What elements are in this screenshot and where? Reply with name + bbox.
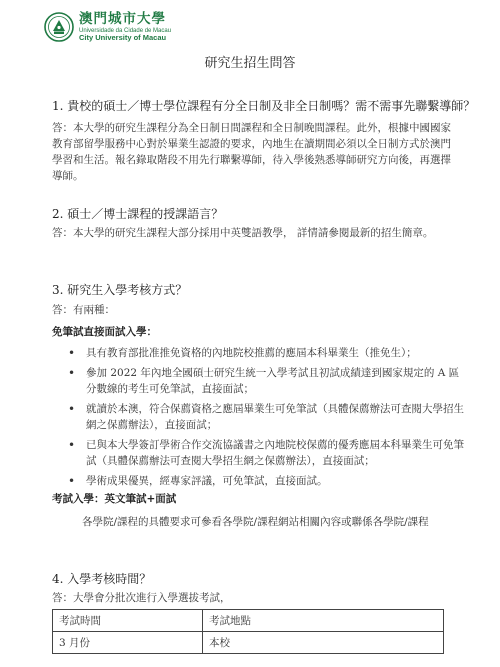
question-2: 2. 碩士／博士課程的授課語言？ — [52, 207, 224, 221]
list-item: • 就讀於本澳，符合保薦資格之應屆畢業生可免筆試（具體保薦辦法可查閱大學招生網之保薦辦法），直接面試； — [68, 401, 468, 433]
question-1: 1. 貴校的碩士／博士學位課程有分全日制及非全日制嗎？需不需事先聯繫導師？ — [52, 99, 476, 113]
university-seal-icon — [44, 12, 74, 42]
document-title: 研究生招生問答 — [204, 56, 296, 71]
method-1-list — [68, 345, 468, 493]
table-cell: 本校 — [203, 632, 444, 654]
list-item: • 具有教育部批准推免資格的內地院校推薦的應屆本科畢業生（推免生）； — [68, 345, 468, 361]
table-header-cell: 考試地點 — [203, 610, 444, 632]
answer-3: 答：有兩種： — [52, 304, 115, 316]
question-4: 4. 入學考核時間？ — [52, 572, 152, 586]
logo-name-pt: Universidade da Cidade de Macau — [79, 27, 172, 34]
table-row — [53, 632, 444, 654]
method-2-description: 各學院/課程的具體要求可參看各學院/課程網站相關內容或聯係各學院/課程 — [82, 516, 429, 528]
university-logo — [44, 12, 171, 42]
table-header-row — [53, 610, 444, 632]
answer-4: 答：大學會分批次進行入學選拔考試， — [52, 592, 231, 604]
list-item: • 參加 2022 年內地全國碩士研究生統一入學考試且初試成績達到國家規定的 A 區分數線的考生可免筆試，直接面試； — [68, 365, 468, 397]
question-3: 3. 研究生入學考核方式？ — [52, 283, 188, 297]
logo-text — [79, 12, 171, 41]
list-item: • 學術成果優異，經專家評議，可免筆試，直接面試。 — [68, 473, 468, 489]
list-item: • 已與本大學簽訂學術合作交流協議書之內地院校保薦的優秀應屆本科畢業生可免筆試（具體保薦辦法可查閱大學招生網之保薦辦法），直接面試； — [68, 437, 468, 469]
table-cell: 3 月份 — [53, 632, 203, 654]
table-header-cell: 考試時間 — [53, 610, 203, 632]
method-2-title: 考試入學：英文筆試+面試 — [52, 493, 177, 505]
logo-name-en: City University of Macau — [79, 32, 167, 42]
answer-2: 答：本大學的研究生課程大部分採用中英雙語教學， 詳情請參閱最新的招生簡章。 — [52, 227, 434, 239]
method-1-title: 免筆試直接面試入學： — [52, 326, 157, 338]
answer-1: 答：本大學的研究生課程分為全日制日間課程和全日制晚間課程。此外，根據中國國家教育部留學服務中心對於畢業生認證的要求，內地生在讀期間必須以全日制方式於澳門學習和生活。報名錄取階段不用先行聯繫導師，待入學後熟悉導師研究方向後，再選擇導師。 — [52, 122, 451, 182]
logo-name-zh: 澳門城市大學 — [79, 11, 166, 28]
exam-schedule-table — [52, 609, 444, 654]
